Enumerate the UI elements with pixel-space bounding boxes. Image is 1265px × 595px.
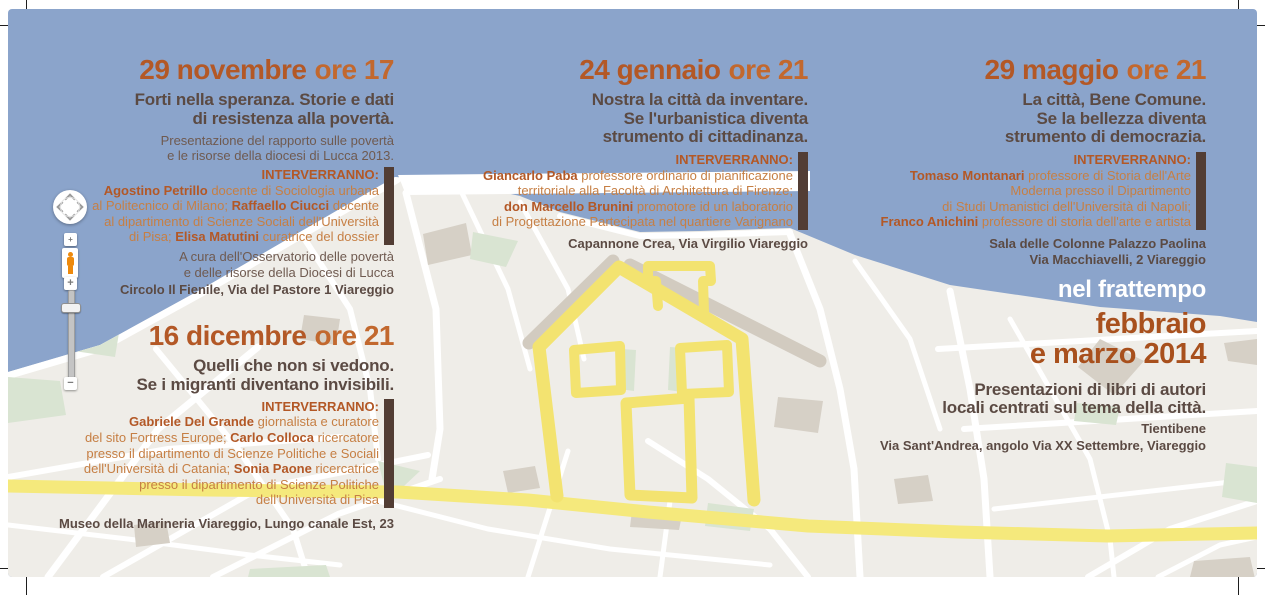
event-time: ore 21 [728,54,808,85]
event-date-heading [786,55,1206,84]
event-venue [786,236,1206,267]
speaker-role: promotore id un laboratorio [633,198,793,214]
text-line: A cura dell'Osservatorio delle povertà [179,248,394,264]
event-date-heading [24,55,394,84]
speaker-role: territoriale alla Facoltà di Architettura di Firenze; [517,183,793,199]
speaker-role: ricercatrice [311,461,379,477]
interim-section [776,277,1206,454]
flyer [8,9,1257,577]
speaker-line [378,199,793,215]
speaker-line [378,183,793,199]
event-time: ore 21 [1126,54,1206,85]
event-date: 24 gennaio [579,54,721,85]
text-line: e marzo 2014 [1029,338,1206,371]
speaker-line [24,198,379,214]
crop-mark [1238,575,1239,595]
speakers-block [378,152,808,230]
speaker-line [786,183,1191,199]
text-line: Via Sant'Andrea, angolo Via XX Settembre, Viareggio [879,437,1206,453]
speaker-name: Raffaello Ciucci [231,198,330,214]
speaker-name: Agostino Petrillo [103,182,208,198]
text-line: Museo della Marineria Viareggio, Lungo canale Est, 23 [59,515,394,531]
text-line: Se l'urbanistica diventa [623,108,808,128]
speaker-name: Franco Anichini [880,214,979,230]
event-title [786,91,1206,146]
speaker-line [786,214,1191,230]
text-line: locali centrati sul tema della città. [942,398,1206,418]
speaker-name: Elisa Matutini [175,229,260,245]
speaker-line [14,461,379,477]
speaker-name: Giancarlo Paba [482,167,578,183]
text-line: Tientibene [1141,421,1206,437]
text-line: Sala delle Colonne Palazzo Paolina [989,235,1206,251]
speaker-line [14,414,379,430]
speaker-name: Gabriele Del Grande [128,414,254,430]
speakers-lines [378,168,793,230]
event-date: 16 dicembre [148,320,307,351]
text-line: Nostra la città da inventare. [591,90,808,110]
speaker-role: di Studi Umanistici dell'Università di Napoli; [942,198,1191,214]
text-line: Presentazione del rapporto sulle povertà [160,132,394,148]
interim-title [776,381,1206,417]
speaker-line [378,168,793,184]
speaker-role: ricercatore [313,429,379,445]
event-date: 29 maggio [984,54,1119,85]
text-line: e le risorse della diocesi di Lucca 2013. [167,148,394,164]
speakers-lines [24,183,379,245]
speaker-line [786,168,1191,184]
event-time: ore 17 [314,54,394,85]
text-line: Forti nella speranza. Storie e dati [134,90,394,110]
event-venue [378,236,808,252]
text-line: strumento di cittadinanza. [602,126,808,146]
speaker-role: professore di storia dell'arte e artista [978,214,1191,230]
speakers-block [24,167,394,245]
speaker-role: dell'Università di Catania; [83,461,234,477]
event-date-heading [14,321,394,350]
text-line: e delle risorse della Diocesi di Lucca [183,264,394,280]
speaker-role: professore di Storia dell'Arte [1024,167,1191,183]
speakers-lines [786,168,1191,230]
interim-period [776,310,1206,370]
zoom-out-button[interactable]: − [64,377,77,390]
text-line: Se la bellezza diventa [1036,108,1206,128]
crop-mark [26,575,27,595]
speaker-role: professore ordinario di pianificazione [577,167,793,183]
map-mini-button[interactable]: + [64,233,77,246]
speaker-line [378,214,793,230]
event-time: ore 21 [314,320,394,351]
speaker-role: curatrice del dossier [259,229,379,245]
speakers-block [14,399,394,508]
speaker-role: docente di Sociologia urbana [207,182,379,198]
speaker-line [24,214,379,230]
event-description [24,133,394,164]
speaker-line [14,446,379,462]
speaker-role: di Pisa; [129,229,176,245]
speaker-name: Tomaso Montanari [909,167,1025,183]
speaker-name: Sonia Paone [233,461,312,477]
speaker-role: presso il dipartimento di Scienze Politiche [139,476,379,492]
event-column-29-maggio [786,55,1206,267]
speakers-lines [14,414,379,508]
speaker-role: presso il dipartimento di Scienze Politiche e Sociali [86,445,379,461]
event-title [378,91,808,146]
speaker-role: Moderna presso il Dipartimento [1010,183,1191,199]
text-line: Se i migranti diventano invisibili. [136,374,394,394]
speaker-line [786,199,1191,215]
text-line: Via Macchiavelli, 2 Viareggio [1029,251,1206,267]
text-line: Capannone Crea, Via Virgilio Viareggio [568,235,808,251]
text-line: Circolo Il Fienile, Via del Pastore 1 Viareggio [119,282,394,298]
text-line: strumento di democrazia. [1004,126,1206,146]
zoom-slider-handle[interactable] [61,303,81,313]
interverranno-label: INTERVERRANNO: [261,398,379,414]
speaker-role: al dipartimento di Scienze Sociali dell'Università [104,213,379,229]
event-column-29-novembre [24,55,394,298]
speaker-role: di Progettazione Partecipata nel quartiere Varignano [491,214,793,230]
event-title [14,357,394,393]
text-line: febbraio [1095,308,1206,341]
speaker-role: al Politecnico di Milano; [92,198,232,214]
speaker-line [24,229,379,245]
interverranno-label: INTERVERRANNO: [675,151,793,167]
text-line: Presentazioni di libri di autori [974,379,1206,399]
event-venue [24,282,394,298]
speaker-name: Carlo Colloca [230,429,314,445]
text-line: Quelli che non si vedono. [193,356,394,376]
speaker-line [14,477,379,493]
event-title [24,91,394,127]
event-column-24-gennaio [378,55,808,252]
speaker-role: del sito Fortress Europe; [84,429,231,445]
speaker-line [14,430,379,446]
speaker-role: docente [329,198,379,214]
event-column-16-dicembre [14,321,394,532]
speaker-line [24,183,379,199]
speaker-name: don Marcello Brunini [504,198,634,214]
speaker-line [14,492,379,508]
event-date-heading [378,55,808,84]
interverranno-label: INTERVERRANNO: [1073,151,1191,167]
interverranno-label: INTERVERRANNO: [261,166,379,182]
speakers-block [786,152,1206,230]
text-line: La città, Bene Comune. [1022,90,1206,110]
event-note [24,249,394,280]
zoom-in-button[interactable]: + [64,277,77,290]
speaker-role: dell'Università di Pisa [255,492,379,508]
speaker-role: giornalista e curatore [253,414,379,430]
event-date: 29 novembre [139,54,307,85]
text-line: di resistenza alla povertà. [192,108,394,128]
event-venue [14,516,394,532]
interim-label: nel frattempo [1057,276,1206,303]
interim-venue [776,421,1206,454]
